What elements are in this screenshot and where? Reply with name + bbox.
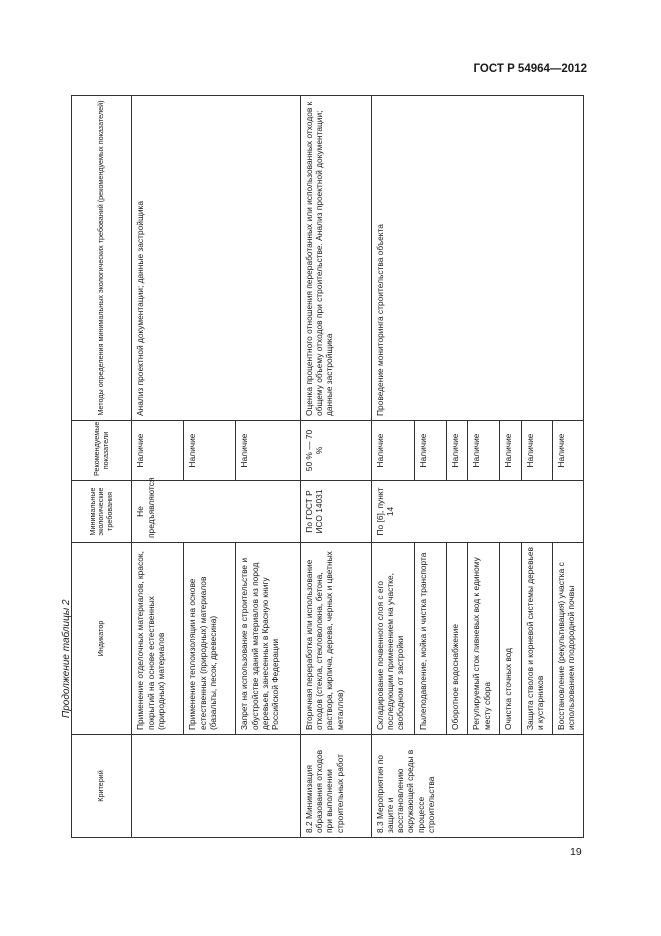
indicator-cell: Регулируемый сток ливневых вод к единому месту сбора (468, 543, 499, 735)
requirements-table (71, 95, 584, 838)
col-header-min-requirements: Минимальные экологические требования (72, 481, 132, 543)
min-requirement-cell: По ГОСТ Р ИСО 14031 (300, 481, 371, 543)
recommended-cell: Наличие (236, 421, 301, 481)
recommended-cell: Наличие (184, 421, 236, 481)
indicator-cell: Применение отделочных материалов, красок, покрытий на основе естественных (природных) материалов (132, 543, 184, 735)
table-row (132, 96, 184, 838)
indicator-cell: Складирование почвенного слоя с его последующим применением на участке, свободном от застройки (371, 543, 415, 735)
criterion-cell: 8.2 Минимизация образования отходов при выполнении строительных работ (300, 735, 371, 838)
recommended-cell: Наличие (499, 421, 521, 481)
indicator-cell: Пылеподавление, мойка и чистка транспорта (415, 543, 446, 735)
method-cell: Оценка процентного отношения переработанных или использованных отходов к общему объему отходов при строительстве. Анализ проектной документации; данные застройщика (300, 96, 371, 421)
recommended-cell: Наличие (552, 421, 583, 481)
col-header-methods: Методы определения минимальных экологических требований (рекомендуемых показателей) (72, 96, 132, 421)
method-cell: Анализ проектной документации; данные застройщика (132, 96, 301, 421)
method-cell: Проведение мониторинга строительства объекта (371, 96, 583, 421)
criterion-cell: 8.3 Мероприятия по защите и восстановлению окружающей среды в процессе строительства (371, 735, 583, 838)
document-code: ГОСТ Р 54964—2012 (473, 63, 587, 75)
min-requirement-cell: Не предъявляются (132, 481, 301, 543)
rotated-table-container (71, 96, 584, 838)
indicator-cell: Защита стволов и корневой системы деревьев и кустарников (521, 543, 552, 735)
col-header-recommended: Рекомендуемые показатели (72, 421, 132, 481)
criterion-cell (132, 735, 301, 838)
table-caption: Продолжение таблицы 2 (61, 599, 72, 718)
indicator-cell: Вторичная переработка или использование отходов (стекла, стекловолокна, бетона, раствора, кирпича, дерева, черных и цветных металлов) (300, 543, 371, 735)
recommended-cell: Наличие (446, 421, 468, 481)
recommended-cell: Наличие (132, 421, 184, 481)
col-header-indicator: Индикатор (72, 543, 132, 735)
recommended-cell: 50 % — 70 % (300, 421, 371, 481)
indicator-cell: Применение теплоизоляции на основе естественных (природных) материалов (базальты, песок, древесина) (184, 543, 236, 735)
recommended-cell: Наличие (468, 421, 499, 481)
table-header-row (72, 96, 132, 838)
indicator-cell: Очистка сточных вод (499, 543, 521, 735)
indicator-cell: Оборотное водоснабжение (446, 543, 468, 735)
recommended-cell: Наличие (415, 421, 446, 481)
col-header-criterion: Критерий (72, 735, 132, 838)
table-row (371, 96, 415, 838)
min-requirement-cell: По [6], пункт 14 (371, 481, 583, 543)
recommended-cell: Наличие (371, 421, 415, 481)
indicator-cell: Восстановление (рекультивация) участка с использованием плодородной почвы (552, 543, 583, 735)
table-row (300, 96, 371, 838)
indicator-cell: Запрет на использование в строительстве и обустройстве зданий материалов из пород деревьев, занесенных в Красную книгу Российской Федерации (236, 543, 301, 735)
recommended-cell: Наличие (521, 421, 552, 481)
page-number: 19 (570, 846, 582, 858)
